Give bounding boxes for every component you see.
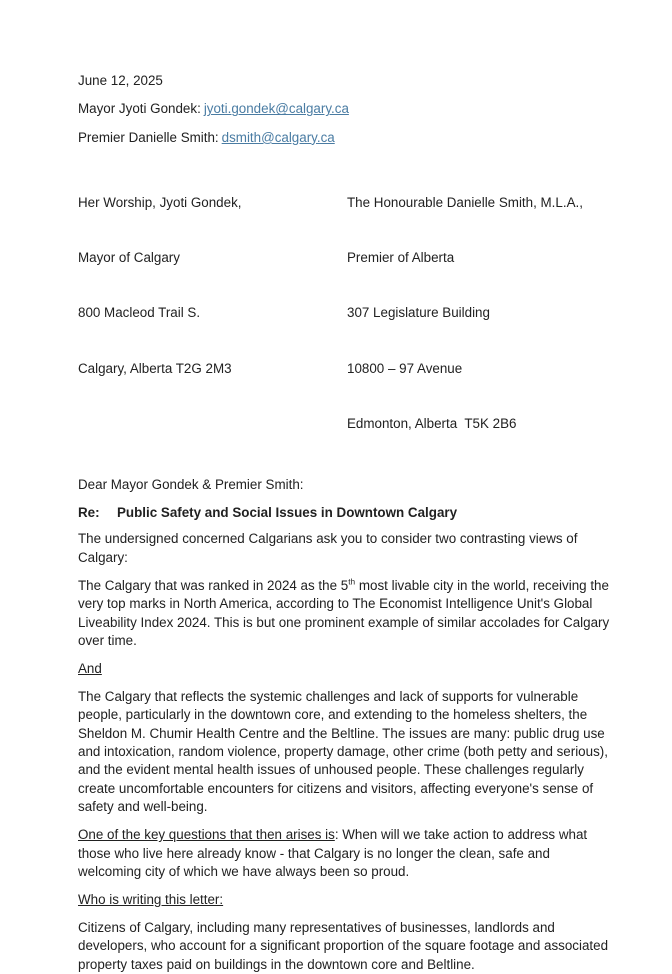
address-line: 10800 – 97 Avenue	[347, 360, 463, 376]
address-line: Premier of Alberta	[347, 250, 455, 266]
address-line: 307 Legislature Building	[347, 305, 490, 321]
letter-date: June 12, 2025	[78, 73, 163, 88]
mayor-email-link[interactable]: jyoti.gondek@calgary.ca	[203, 101, 349, 117]
subject-title: Public Safety and Social Issues in Downtown Calgary	[117, 504, 458, 520]
paragraph-intro: The undersigned concerned Calgarians ask you to consider two contrasting views of Calgary:	[78, 531, 578, 565]
ranked-text-before: The Calgary that was ranked in 2024 as the 5	[78, 577, 349, 593]
paragraph-citizens: Citizens of Calgary, including many representatives of businesses, landlords and developers, who account for a significant proportion of the square footage and associated property taxes paid on buildings in the downtown core and Beltline.	[78, 919, 609, 972]
subject-prefix: Re:	[78, 504, 100, 520]
address-line: Calgary, Alberta T2G 2M3	[78, 360, 232, 376]
recipient-addresses	[78, 157, 612, 470]
ordinal-superscript: th	[348, 576, 356, 587]
subject-line	[78, 504, 612, 522]
premier-address-block	[347, 157, 583, 470]
address-line: Mayor of Calgary	[78, 250, 180, 266]
address-line: The Honourable Danielle Smith, M.L.A.,	[347, 195, 583, 211]
heading-and: And	[78, 660, 102, 676]
premier-email-line	[78, 129, 612, 147]
address-line: 800 Macleod Trail S.	[78, 305, 201, 321]
key-question-rest: : When will we take action to address what those who live here already know - that Calgary is no longer the clean, safe and welcoming city of which we have always been so proud.	[78, 827, 588, 879]
mayor-email-line	[78, 100, 612, 118]
salutation: Dear Mayor Gondek & Premier Smith:	[78, 477, 304, 493]
address-line: Her Worship, Jyoti Gondek,	[78, 195, 242, 211]
premier-email-link[interactable]: dsmith@calgary.ca	[221, 129, 335, 145]
letter-content	[78, 72, 612, 974]
mayor-email-label: Mayor Jyoti Gondek:	[78, 101, 201, 117]
paragraph-challenges: The Calgary that reflects the systemic challenges and lack of supports for vulnerable people, particularly in the downtown core, and extending to the homeless shelters, the Sheldon M. Chumir Health Centre and the Beltline. The issues are many: public drug use and intoxication, random violence, property damage, other crime (both petty and serious), and the evident mental health issues of unhoused people. These challenges regularly create uncomfortable encounters for citizens and visitors, affecting everyone's sense of safety and well-being.	[78, 688, 608, 815]
paragraph-ranked	[78, 577, 612, 651]
premier-email-label: Premier Danielle Smith:	[78, 129, 219, 145]
address-line: Edmonton, Alberta T5K 2B6	[347, 415, 517, 431]
key-question-underlined: One of the key questions that then arises is	[78, 827, 335, 843]
mayor-address-block	[78, 157, 347, 470]
paragraph-key-question	[78, 826, 612, 881]
ranked-text-after: most livable city in the world, receiving the very top marks in North America, according to The Economist Intelligence Unit's Global Liveability Index 2024. This is but one prominent example of similar accolades for Calgary over time.	[78, 577, 610, 648]
heading-who: Who is writing this letter:	[78, 891, 224, 907]
